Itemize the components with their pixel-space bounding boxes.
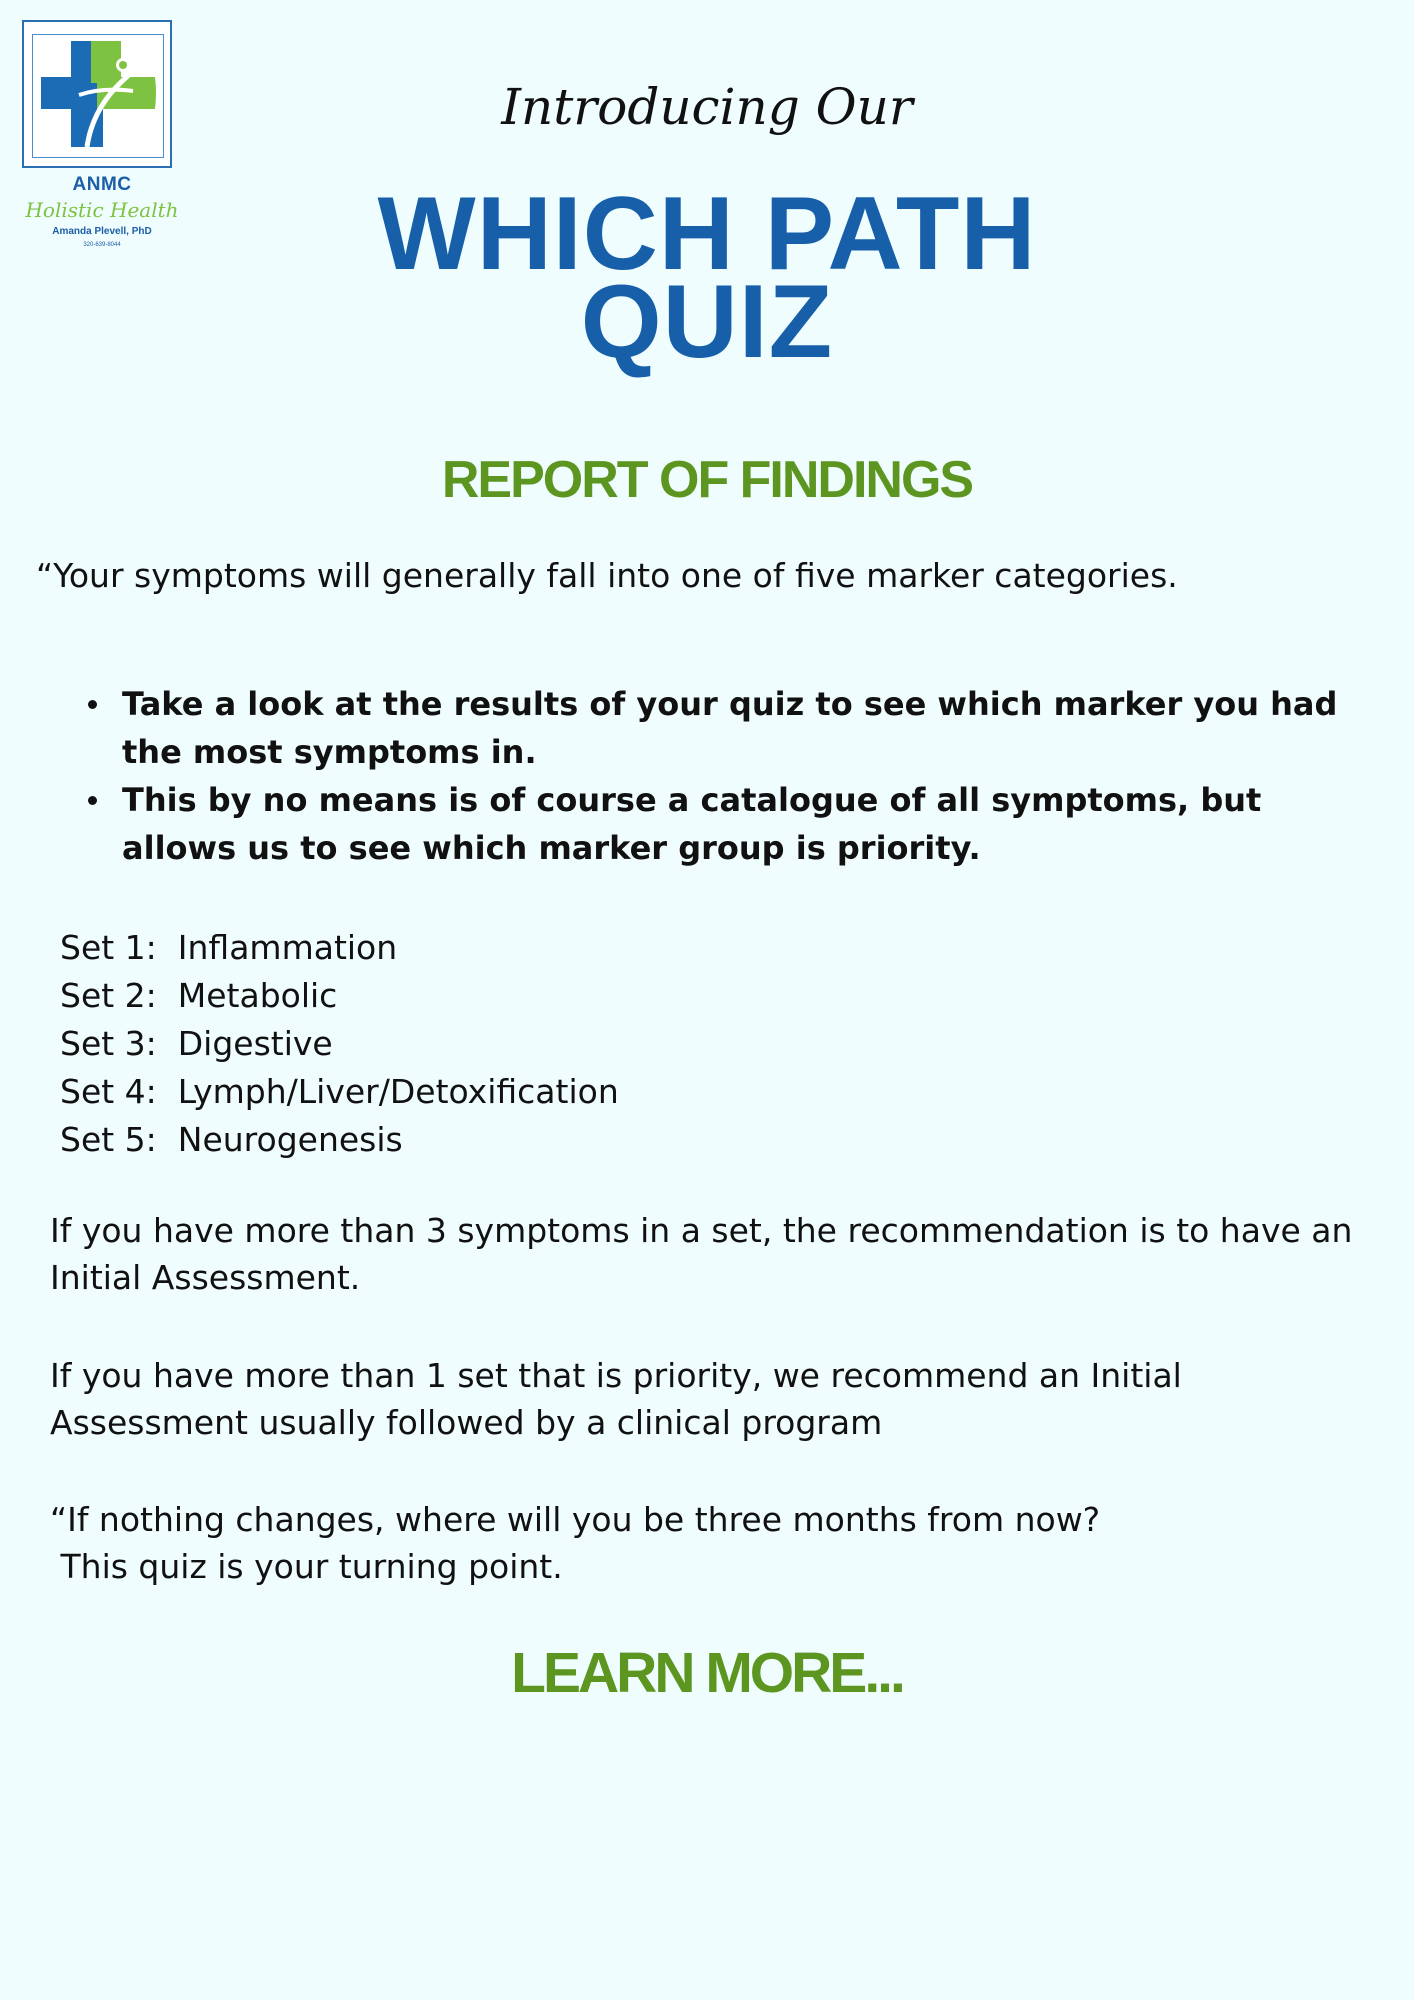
set-list — [60, 924, 619, 1164]
set-item: Set 1: Inflammation — [60, 928, 398, 967]
bullet-item: Take a look at the results of your quiz to see which marker you had the most symptoms in. — [82, 680, 1342, 776]
recommendation-paragraph-1: If you have more than 3 symptoms in a set, the recommendation is to have an Initial Assessment. — [50, 1211, 1353, 1297]
logo-name: ANMC — [72, 174, 132, 195]
set-item: Set 2: Metabolic — [60, 976, 338, 1015]
page-subtitle: REPORT OF FINDINGS — [441, 451, 973, 509]
intro-heading: Introducing Our — [501, 78, 913, 136]
closing-quote-line-2: This quiz is your turning point. — [50, 1547, 563, 1586]
closing-quote — [50, 1496, 1370, 1590]
set-item: Set 5: Neurogenesis — [60, 1120, 403, 1159]
set-item: Set 3: Digestive — [60, 1024, 333, 1063]
logo-subtitle: Holistic Health — [25, 198, 179, 222]
page-title-line-1: WHICH PATH — [377, 176, 1037, 292]
learn-more-link[interactable]: LEARN MORE... — [511, 1641, 903, 1705]
logo-phone: 320-639-8044 — [83, 242, 121, 248]
intro-text: “Your symptoms will generally fall into one of five marker categories. — [36, 556, 1178, 595]
bullet-item: This by no means is of course a catalogue of all symptoms, but allows us to see which marker group is priority. — [82, 776, 1342, 872]
bullet-list — [82, 680, 1342, 872]
closing-quote-line-1: “If nothing changes, where will you be three months from now? — [50, 1500, 1101, 1539]
logo-person: Amanda Plevell, PhD — [52, 226, 152, 237]
set-item: Set 4: Lymph/Liver/Detoxification — [60, 1072, 619, 1111]
page-title-line-2: QUIZ — [580, 264, 834, 380]
recommendation-paragraph-2: If you have more than 1 set that is priority, we recommend an Initial Assessment usually followed by a clinical program — [50, 1356, 1182, 1442]
